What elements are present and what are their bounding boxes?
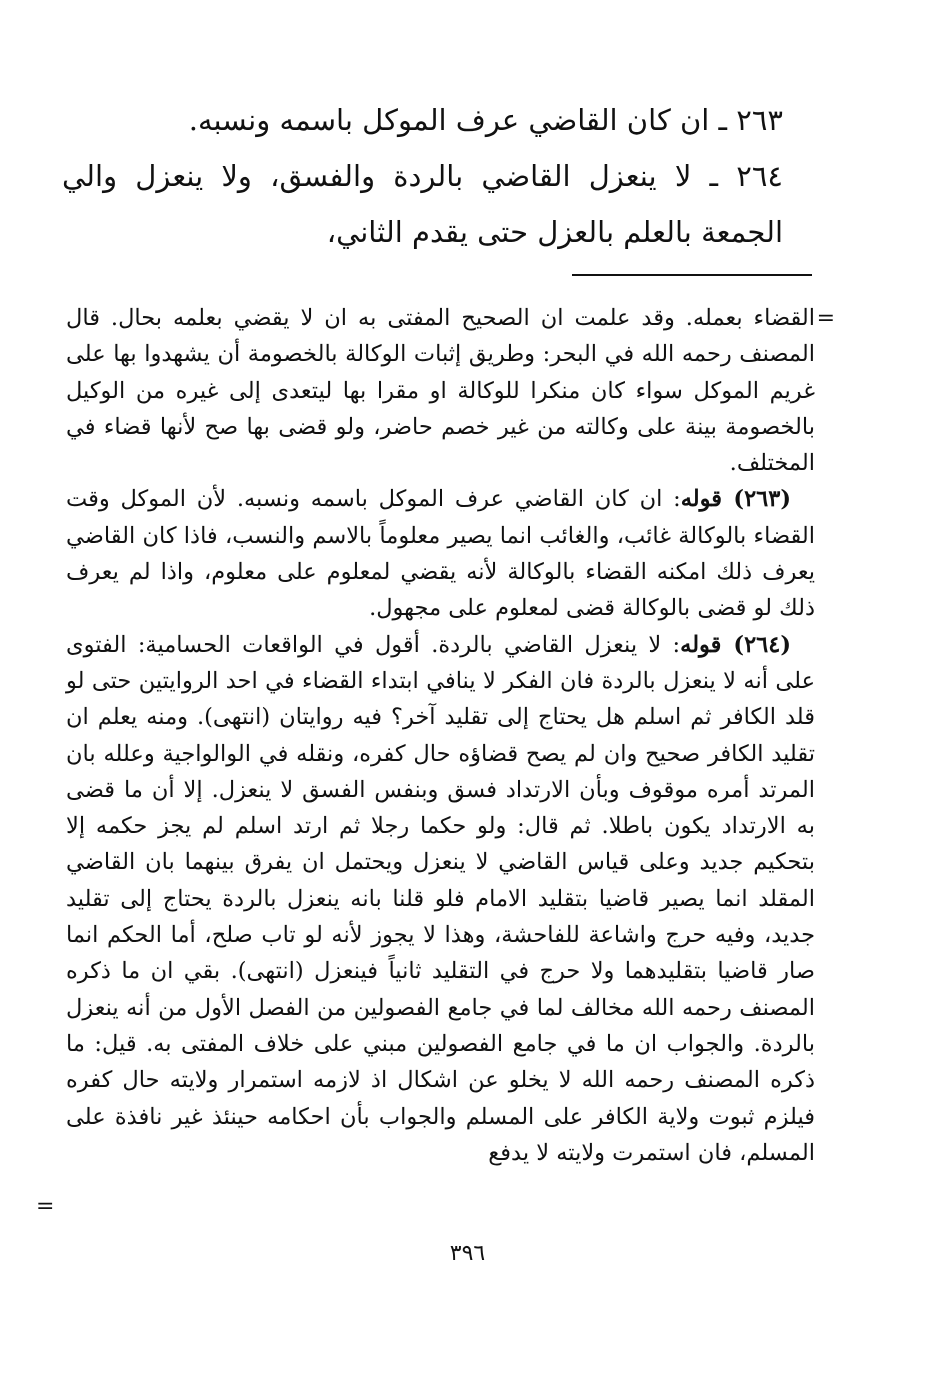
footnote-lead: (٢٦٤) قوله [680,631,791,658]
footnote-text: : ان كان القاضي عرف الموكل باسمه ونسبه. لأن الموكل وقت القضاء بالوكالة غائب، والغائب انما يصير معلوماً بالاسم والنسب، فاذا كان القاضي يعرف ذلك امكنه القضاء بالوكالة لأنه يقضي لمعلوم على معلوم، واذا لم يعرف ذلك لو قضى بالوكالة قضى لمعلوم على مجهول. [66,486,815,622]
page-number: ٣٩٦ [449,1241,486,1266]
footnote-text: القضاء بعمله. وقد علمت ان الصحيح المفتى به ان لا يقضي بعلمه بحال. قال المصنف رحمه الله في البحر: وطريق إثبات الوكالة بالخصومة أن يشهدوا بها على غريم الموكل سواء كان منكرا للوكالة او مقرا بها ليتعدى إلى غيره من الوكيل بالخصومة بينة على وكالته من غير خصم حاضر، ولو قضى بها صح لأنها قضاء في المختلف. [66,305,816,477]
footnote-paragraph [66,481,815,626]
main-text [62,92,783,260]
footnote-paragraph [66,627,815,1171]
continuation-mark-start: = [816,306,835,331]
footnote-separator [572,274,812,276]
main-item-264: ٢٦٤ ـ لا ينعزل القاضي بالردة والفسق، ولا ينعزل والي الجمعة بالعلم بالعزل حتى يقدم الثاني، [62,159,783,249]
footnotes [66,300,815,1171]
footnote-text: : لا ينعزل القاضي بالردة. أقول في الواقعات الحسامية: الفتوى على أنه لا ينعزل بالردة فان الفكر لا ينافي ابتداء القضاء في احد الروايتين حتى لو قلد الكافر ثم اسلم هل يحتاج إلى تقليد آخر؟ فيه روايتان (انتهى). ومنه يعلم ان تقليد الكافر صحيح وان لم يصح قضاؤه حال كفره، ونقله في الوالواجية وعلله بان المرتد أمره موقوف وبأن الارتداد فسق وبنفس الفسق لا ينعزل. إلا أن ما قضى به الارتداد يكون باطلا. ثم قال: ولو حكما رجلا ثم ارتد اسلم لم يجز حكمه إلا بتحكيم جديد وعلى قياس القاضي لا ينعزل ويحتمل ان يفرق بينهما بان القاضي المقلد انما يصير قاضيا بتقليد الامام فلو قلنا بانه ينعزل بالردة يحتاج إلى تقليد جديد، وفيه حرج واشاعة للفاحشة، وهذا لا يجوز لأنه لو تاب صلح، أما الحكم انما صار قاضيا بتقليدهما ولا حرج في التقليد ثانياً فينعزل (انتهى). بقي ان ما ذكره المصنف رحمه الله مخالف لما في جامع الفصولين من الفصل الأول من أنه ينعزل بالردة. والجواب ان ما في جامع الفصولين مبني على خلاف المفتى به. قيل: ما ذكره المصنف رحمه الله لا يخلو عن اشكال اذ لازمه استمرار ولايته حال كفره فيلزم ثبوت ولاية الكافر على المسلم والجواب بأن احكامه حينئذ غير نافذة على المسلم، فان استمرت ولايته لا يدفع [66,631,815,1166]
footnote-paragraph [66,300,815,481]
continuation-mark-end: = [36,1194,55,1219]
main-item-263: ٢٦٣ ـ ان كان القاضي عرف الموكل باسمه ونسبه. [188,103,783,137]
footnote-lead: (٢٦٣) قوله [680,486,791,513]
